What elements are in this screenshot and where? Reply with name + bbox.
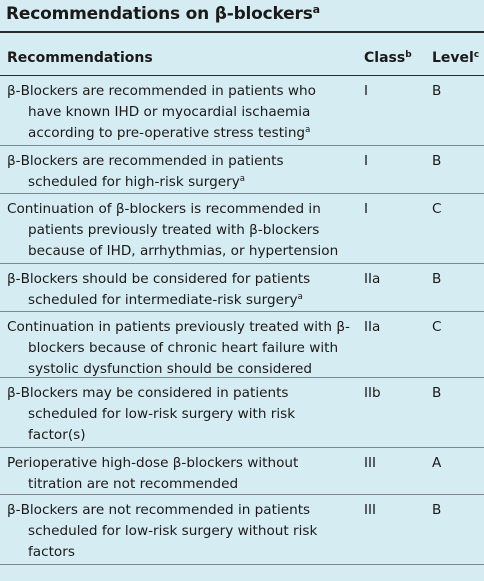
table-row	[0, 264, 484, 312]
header-class	[364, 50, 412, 66]
footnote-mark: a	[297, 292, 303, 302]
title-footnote-mark: a	[312, 3, 320, 16]
level-value: C	[432, 201, 442, 217]
recommendation-text	[7, 81, 352, 144]
table-title	[0, 0, 484, 33]
recommendation-body: β-Blockers should be considered for patients scheduled for intermediate-risk surgery	[7, 271, 311, 308]
recommendation-text	[7, 151, 352, 193]
class-value: IIa	[364, 271, 381, 287]
recommendation-text	[7, 269, 352, 311]
table-row	[0, 448, 484, 495]
class-value: IIa	[364, 319, 381, 335]
level-value: B	[432, 153, 442, 169]
class-value: III	[364, 502, 377, 518]
recommendation-text	[7, 500, 352, 563]
recommendation-text	[7, 199, 352, 262]
table-row	[0, 76, 484, 146]
footnote-mark: a	[305, 125, 311, 135]
header-level-label: Level	[432, 50, 474, 66]
class-value: I	[364, 83, 369, 99]
table-row	[0, 378, 484, 448]
recommendation-body: β-Blockers are recommended in patients who have known IHD or myocardial ischaemia according to pre-operative stress testing	[7, 83, 316, 141]
recommendation-body: β-Blockers are not recommended in patients scheduled for low-risk surgery without risk factors	[7, 502, 318, 560]
header-class-footnote-mark: b	[405, 50, 412, 60]
recommendation-body: Perioperative high-dose β-blockers without titration are not recommended	[7, 455, 299, 492]
header-level-footnote-mark: c	[473, 50, 480, 60]
header-level	[432, 50, 479, 66]
table-row	[0, 146, 484, 194]
class-value: IIb	[364, 385, 381, 401]
recommendation-text	[7, 317, 352, 380]
recommendation-body: β-Blockers are recommended in patients scheduled for high-risk surgery	[7, 153, 284, 190]
level-value: A	[432, 455, 442, 471]
table-header-row	[0, 33, 484, 76]
level-value: B	[432, 271, 442, 287]
recommendation-body: Continuation in patients previously treated with β-blockers because of chronic heart failure with systolic dysfunction should be considered	[7, 319, 350, 377]
recommendation-text	[7, 383, 352, 446]
table-row	[0, 194, 484, 264]
class-value: I	[364, 153, 369, 169]
table-row	[0, 495, 484, 565]
level-value: B	[432, 83, 442, 99]
recommendation-body: β-Blockers may be considered in patients scheduled for low-risk surgery with risk factor(s)	[7, 385, 296, 443]
class-value: I	[364, 201, 369, 217]
table-row	[0, 312, 484, 378]
level-value: B	[432, 502, 442, 518]
recommendation-body: Continuation of β-blockers is recommended in patients previously treated with β-blockers because of IHD, arrhythmias, or hypertension	[7, 201, 339, 259]
level-value: B	[432, 385, 442, 401]
footnote-mark: a	[239, 174, 245, 184]
header-class-label: Class	[364, 50, 406, 66]
recommendation-text	[7, 453, 352, 495]
title-text: Recommendations on β-blockers	[6, 4, 313, 24]
class-value: III	[364, 455, 377, 471]
level-value: C	[432, 319, 442, 335]
header-recommendations: Recommendations	[7, 50, 153, 66]
